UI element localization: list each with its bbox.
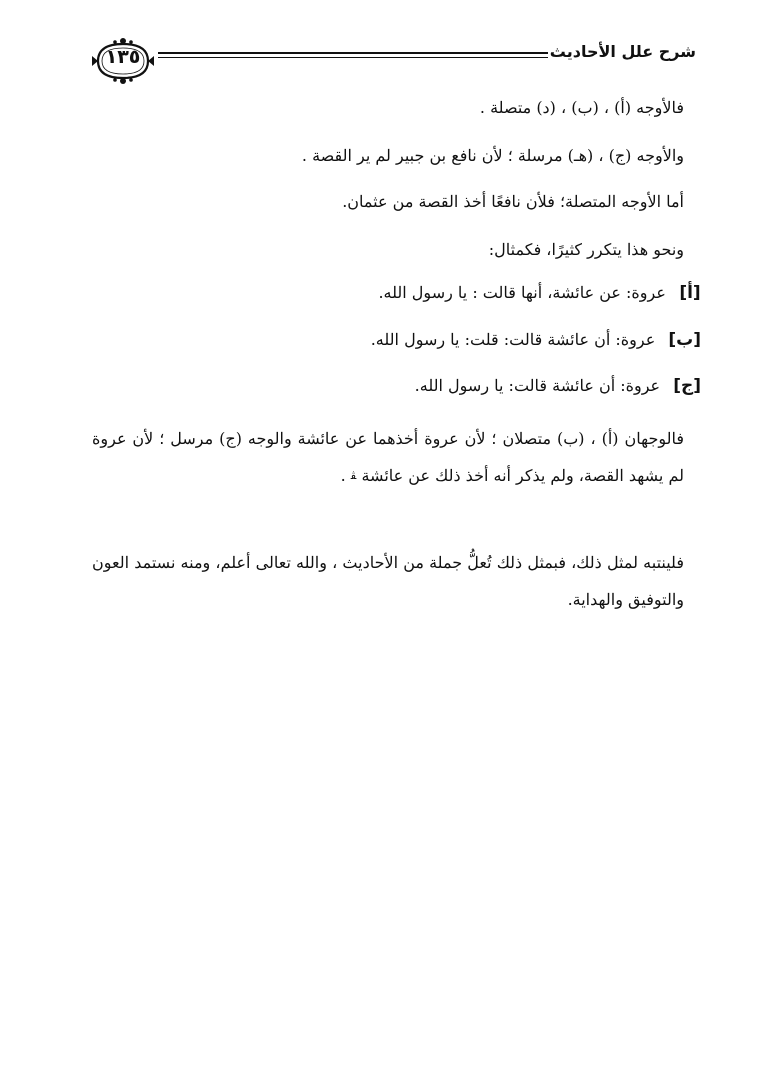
paragraph-conclusion-end: . bbox=[340, 466, 351, 485]
text-line-connected: فالأوجه (أ) ، (ب) ، (د) متصلة . bbox=[479, 98, 684, 117]
example-text-a: عروة: عن عائشة، أنها قالت : يا رسول الله. bbox=[378, 283, 666, 302]
page-number: ١٣٥ bbox=[105, 46, 141, 68]
example-item-a bbox=[378, 283, 701, 303]
paragraph-conclusion bbox=[92, 420, 684, 494]
example-item-c bbox=[415, 376, 701, 396]
page-number-ornament bbox=[88, 36, 158, 86]
running-header bbox=[88, 36, 696, 88]
paragraph-closing: فلينتبه لمثل ذلك، فبمثل ذلك تُعلُّ جملة من الأحاديث ، والله تعالى أعلم، ومنه نستمد العون والتوفيق والهداية. bbox=[92, 553, 684, 609]
header-rule bbox=[158, 52, 548, 58]
example-marker-c: [ج] bbox=[673, 376, 701, 396]
example-text-b: عروة: أن عائشة قالت: قلت: يا رسول الله. bbox=[370, 330, 656, 349]
honorific-glyph: ﭭ bbox=[350, 469, 357, 482]
example-marker-b: [ب] bbox=[668, 330, 701, 350]
text-line-explanation: أما الأوجه المتصلة؛ فلأن نافعًا أخذ القصة من عثمان. bbox=[342, 192, 684, 211]
example-item-b bbox=[371, 330, 701, 350]
example-text-c: عروة: أن عائشة قالت: يا رسول الله. bbox=[414, 376, 661, 395]
paragraph-conclusion-text: فالوجهان (أ) ، (ب) متصلان ؛ لأن عروة أخذهما عن عائشة والوجه (ج) مرسل ؛ لأن عروة لم يشهد القصة، ولم يذكر أنه أخذ ذلك عن عائشة bbox=[92, 429, 684, 485]
example-marker-a: [أ] bbox=[679, 283, 701, 303]
running-title: شرح علل الأحاديث bbox=[549, 42, 696, 61]
text-line-example-intro: ونحو هذا يتكرر كثيرًا، فكمثال: bbox=[488, 240, 684, 259]
text-line-mursal: والأوجه (ج) ، (هـ) مرسلة ؛ لأن نافع بن جبير لم ير القصة . bbox=[301, 146, 684, 165]
